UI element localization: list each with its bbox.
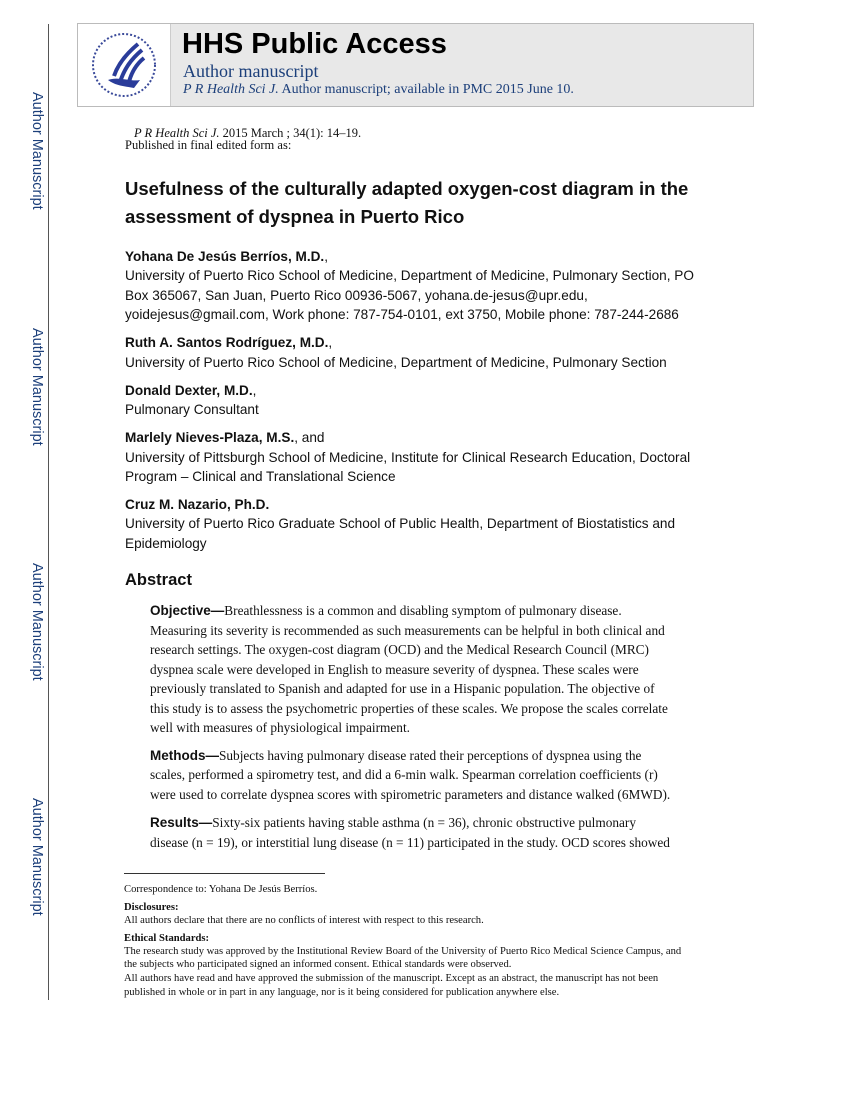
published-citation [134, 126, 361, 141]
ethical-heading: Ethical Standards: [124, 933, 210, 944]
author-name-text: Yohana De Jesús Berríos, M.D. [125, 249, 325, 264]
abstract-line: well with measures of physiological impairment. [150, 720, 410, 735]
abstract-heading: Abstract [125, 571, 192, 589]
abstract-line: scales, performed a spirometry test, and did a 6-min walk. Spearman correlation coefficients (r) [150, 767, 658, 782]
abstract-line: Subjects having pulmonary disease rated their perceptions of dyspnea using the [219, 748, 642, 763]
published-journal: P R Health Sci J. [134, 126, 220, 140]
methods-label: Methods— [150, 748, 219, 763]
author-name [125, 335, 332, 350]
abstract-line: previously translated to Spanish and adapted for use in a Hispanic population. The objective of [150, 681, 655, 696]
affiliation-line: Epidemiology [125, 536, 207, 551]
abstract-line: disease (n = 19), or interstitial lung disease (n = 11) participated in the study. OCD scores showed [150, 835, 670, 850]
ethical-line: published in whole or in part in any language, nor is it being considered for publication anywhere else. [124, 987, 560, 998]
affiliation-line: Box 365067, San Juan, Puerto Rico 00936-5067, yohana.de-jesus@upr.edu, [125, 288, 588, 303]
published-label: Published in final edited form as: [125, 138, 292, 152]
affiliation-line: University of Puerto Rico School of Medicine, Department of Medicine, Pulmonary Section [125, 355, 667, 370]
author-name [125, 249, 328, 264]
author-suffix: , [328, 335, 333, 350]
affiliation-line: University of Puerto Rico Graduate School of Public Health, Department of Biostatistics and [125, 516, 676, 531]
header-subtitle: Author manuscript [183, 61, 319, 81]
author-name-text: Marlely Nieves-Plaza, M.S. [125, 430, 295, 445]
author-name-text: Ruth A. Santos Rodríguez, M.D. [125, 335, 329, 350]
affiliation-line: Pulmonary Consultant [125, 402, 259, 417]
affiliation-line: yoidejesus@gmail.com, Work phone: 787-754-0101, ext 3750, Mobile phone: 787-244-2686 [125, 307, 679, 322]
hhs-eagle-icon [78, 24, 170, 106]
abstract-line: this study is to assess the psychometric properties of these scales. We propose the scales correlate [150, 701, 668, 716]
ethical-line: the subjects who participated signed an informed consent. Ethical standards were observed. [124, 959, 512, 970]
ethical-line: All authors have read and have approved the submission of the manuscript. Except as an abstract, the manuscript has not been [124, 973, 659, 984]
affiliation-line: University of Puerto Rico School of Medicine, Department of Medicine, Pulmonary Section, PO [125, 268, 694, 283]
abstract-line: Measuring its severity is recommended as such measurements can be helpful in both clinical and [150, 623, 665, 638]
affiliation-line: University of Pittsburgh School of Medicine, Institute for Clinical Research Education, Doctoral [125, 450, 691, 465]
correspondence: Correspondence to: Yohana De Jesús Berríos. [124, 884, 318, 895]
header-title: HHS Public Access [182, 28, 447, 60]
article-title-line: Usefulness of the culturally adapted oxygen-cost diagram in the [125, 178, 689, 199]
abstract-line: dyspnea scale were developed in English to measure severity of dyspnea. These scales were [150, 662, 639, 677]
author-name [125, 430, 324, 445]
article-title-line: assessment of dyspnea in Puerto Rico [125, 206, 465, 227]
margin-rule [48, 24, 49, 1000]
citation-text: 2015 March ; 34(1): 14–19. [222, 126, 362, 140]
affiliation-line: Program – Clinical and Translational Science [125, 469, 396, 484]
hhs-header [77, 23, 754, 107]
abstract-line: were used to correlate dyspnea scores with spirometric parameters and distance walked (6MWD). [150, 787, 671, 802]
hhs-logo [78, 24, 171, 106]
abstract-line: Sixty-six patients having stable asthma (n = 36), chronic obstructive pulmonary [212, 815, 636, 830]
author-name [125, 497, 269, 512]
results-label: Results— [150, 815, 213, 830]
abstract-line: research settings. The oxygen-cost diagram (OCD) and the Medical Research Council (MRC) [150, 642, 649, 657]
objective-label: Objective— [150, 603, 225, 618]
header-availability: Author manuscript; available in PMC 2015 June 10. [281, 82, 574, 97]
header-journal: P R Health Sci J. [183, 82, 279, 97]
sidebar-label: Author Manuscript [29, 563, 45, 681]
author-suffix: , [252, 383, 257, 398]
author-suffix: , and [294, 430, 325, 445]
sidebar-label: Author Manuscript [29, 798, 45, 916]
author-suffix: , [324, 249, 328, 264]
abstract-line: Breathlessness is a common and disabling symptom of pulmonary disease. [224, 603, 622, 618]
author-name [125, 383, 256, 398]
footnote-rule [124, 873, 325, 874]
author-name-text: Donald Dexter, M.D. [125, 383, 253, 398]
disclosures-heading: Disclosures: [124, 902, 179, 913]
disclosures-text: All authors declare that there are no conflicts of interest with respect to this research. [124, 915, 484, 926]
ethical-line: The research study was approved by the Institutional Review Board of the University of Puerto Rico Medical Science Campus, and [124, 946, 682, 957]
author-name-text: Cruz M. Nazario, Ph.D. [125, 497, 270, 512]
sidebar-label: Author Manuscript [29, 328, 45, 446]
sidebar-label: Author Manuscript [29, 92, 45, 210]
